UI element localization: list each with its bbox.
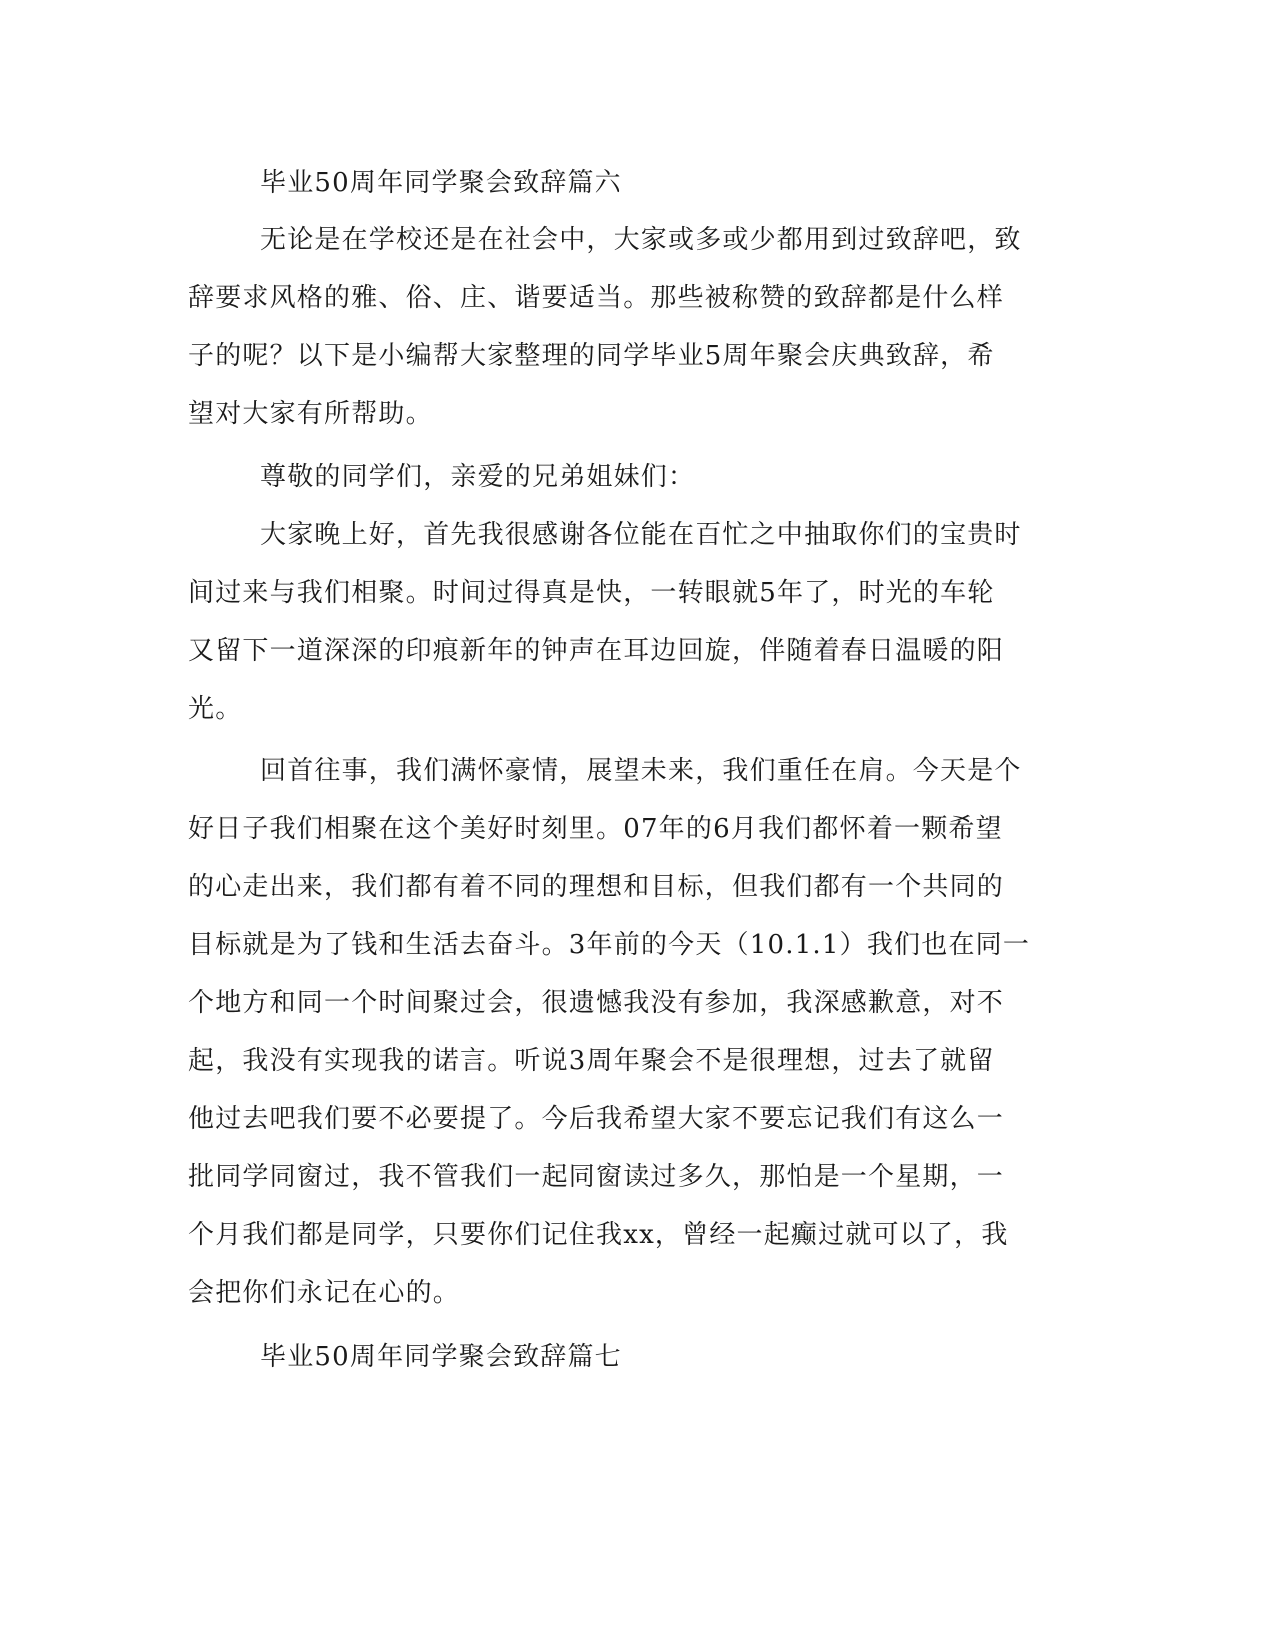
- section-heading-7: 毕业50周年同学聚会致辞篇七: [260, 1342, 622, 1372]
- paragraph-reflection-line: 个月我们都是同学，只要你们记住我xx，曾经一起癫过就可以了，我: [188, 1220, 1009, 1250]
- paragraph-intro-line: 子的呢？以下是小编帮大家整理的同学毕业5周年聚会庆典致辞，希: [188, 341, 995, 371]
- paragraph-reflection-line: 起，我没有实现我的诺言。听说3周年聚会不是很理想，过去了就留: [188, 1046, 995, 1076]
- paragraph-reflection-line: 他过去吧我们要不必要提了。今后我希望大家不要忘记我们有这么一: [188, 1104, 1005, 1134]
- paragraph-intro-line: 无论是在学校还是在社会中，大家或多或少都用到过致辞吧，致: [260, 225, 1022, 255]
- paragraph-greeting-line: 间过来与我们相聚。时间过得真是快，一转眼就5年了，时光的车轮: [188, 578, 995, 608]
- paragraph-greeting-line: 又留下一道深深的印痕新年的钟声在耳边回旋，伴随着春日温暖的阳: [188, 636, 1005, 666]
- paragraph-greeting-line: 光。: [188, 694, 243, 724]
- paragraph-greeting-line: 大家晚上好，首先我很感谢各位能在百忙之中抽取你们的宝贵时: [260, 520, 1022, 550]
- paragraph-reflection-line: 好日子我们相聚在这个美好时刻里。07年的6月我们都怀着一颗希望: [188, 814, 1003, 844]
- paragraph-intro-line: 望对大家有所帮助。: [188, 399, 433, 429]
- paragraph-reflection-line: 目标就是为了钱和生活去奋斗。3年前的今天（10.1.1）我们也在同一: [188, 930, 1031, 960]
- section-heading-6: 毕业50周年同学聚会致辞篇六: [260, 168, 622, 198]
- paragraph-reflection-line: 批同学同窗过，我不管我们一起同窗读过多久，那怕是一个星期，一: [188, 1162, 1005, 1192]
- salutation: 尊敬的同学们，亲爱的兄弟姐妹们：: [260, 462, 696, 492]
- paragraph-reflection-line: 回首往事，我们满怀豪情，展望未来，我们重任在肩。今天是个: [260, 756, 1022, 786]
- paragraph-reflection-line: 个地方和同一个时间聚过会，很遗憾我没有参加，我深感歉意，对不: [188, 988, 1005, 1018]
- paragraph-intro-line: 辞要求风格的雅、俗、庄、谐要适当。那些被称赞的致辞都是什么样: [188, 283, 1005, 313]
- paragraph-reflection-line: 的心走出来，我们都有着不同的理想和目标，但我们都有一个共同的: [188, 872, 1005, 902]
- paragraph-reflection-line: 会把你们永记在心的。: [188, 1278, 461, 1308]
